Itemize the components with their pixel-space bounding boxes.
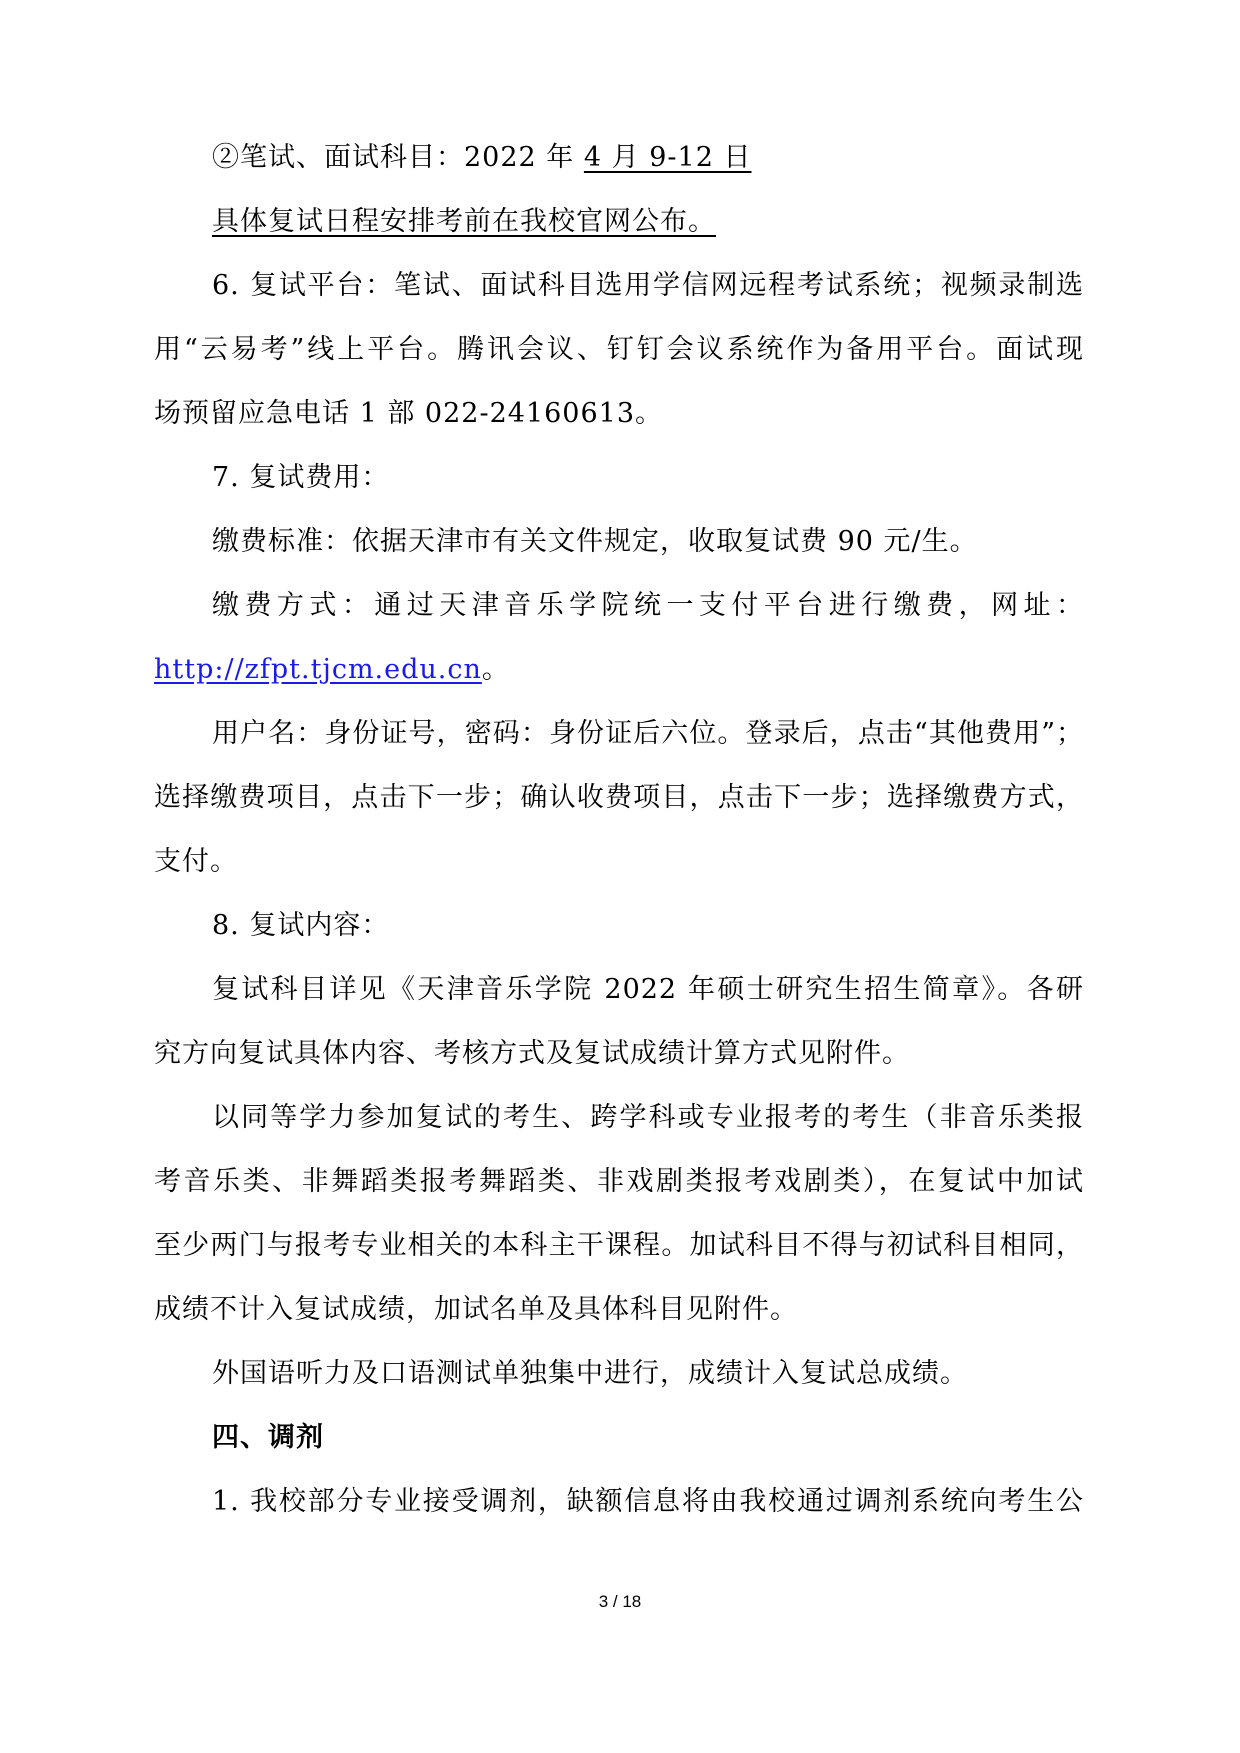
fee-section-title: 7. 复试费用： bbox=[212, 462, 390, 493]
platform-paragraph-line-3: 场预留应急电话 1 部 022-24160613。 bbox=[154, 398, 664, 429]
login-instructions-line-3: 支付。 bbox=[154, 846, 238, 877]
schedule-notice: 具体复试日程安排考前在我校官网公布。 bbox=[212, 206, 716, 237]
page-number: 3 / 18 bbox=[598, 1592, 642, 1611]
content-paragraph-line-1: 复试科目详见《天津音乐学院 2022 年硕士研究生招生简章》。各研 bbox=[212, 974, 1084, 1005]
payment-url-link[interactable]: http://zfpt.tjcm.edu.cn bbox=[154, 654, 482, 685]
exam-date-prefix: ②笔试、面试科目：2022 年 bbox=[212, 142, 575, 173]
payment-url-tail: 。 bbox=[481, 654, 510, 685]
fee-standard: 缴费标准：依据天津市有关文件规定，收取复试费 90 元/生。 bbox=[212, 526, 978, 557]
content-paragraph-line-2: 究方向复试具体内容、考核方式及复试成绩计算方式见附件。 bbox=[154, 1038, 910, 1069]
content-section-title: 8. 复试内容： bbox=[212, 910, 390, 941]
section-heading-adjustment: 四、调剂 bbox=[212, 1422, 324, 1453]
extra-exam-line-2: 考音乐类、非舞蹈类报考舞蹈类、非戏剧类报考戏剧类），在复试中加试 bbox=[154, 1166, 1084, 1197]
platform-paragraph-line-2: 用“云易考”线上平台。腾讯会议、钉钉会议系统作为备用平台。面试现 bbox=[154, 334, 1084, 365]
payment-url-line bbox=[154, 652, 510, 688]
adjustment-paragraph-line-1: 1. 我校部分专业接受调剂，缺额信息将由我校通过调剂系统向考生公 bbox=[212, 1486, 1084, 1517]
language-test-note: 外国语听力及口语测试单独集中进行，成绩计入复试总成绩。 bbox=[212, 1358, 968, 1389]
extra-exam-line-4: 成绩不计入复试成绩，加试名单及具体科目见附件。 bbox=[154, 1294, 798, 1325]
extra-exam-line-1: 以同等学力参加复试的考生、跨学科或专业报考的考生（非音乐类报 bbox=[212, 1102, 1084, 1133]
login-instructions-line-1: 用户名：身份证号，密码：身份证后六位。登录后，点击“其他费用”； bbox=[212, 718, 1084, 749]
platform-paragraph-line-1: 6. 复试平台：笔试、面试科目选用学信网远程考试系统；视频录制选 bbox=[212, 270, 1084, 301]
login-instructions-line-2: 选择缴费项目，点击下一步；确认收费项目，点击下一步；选择缴费方式， bbox=[154, 782, 1084, 813]
fee-method: 缴费方式：通过天津音乐学院统一支付平台进行缴费，网址： bbox=[212, 590, 1084, 621]
exam-date-underlined: 4 月 9-12 日 bbox=[583, 142, 752, 173]
exam-date-line bbox=[212, 140, 751, 176]
extra-exam-line-3: 至少两门与报考专业相关的本科主干课程。加试科目不得与初试科目相同， bbox=[154, 1230, 1084, 1261]
